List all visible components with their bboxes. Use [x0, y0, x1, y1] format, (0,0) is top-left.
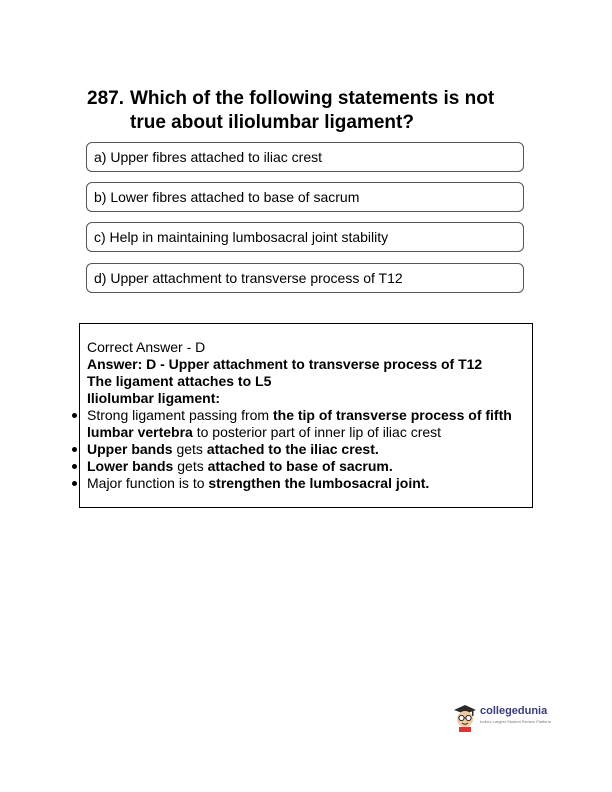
graduate-mascot-icon — [452, 702, 478, 732]
bullet-icon — [72, 481, 77, 486]
attachment-line: The ligament attaches to L5 — [87, 373, 272, 389]
bullet-icon — [72, 413, 77, 418]
bullet-item-3: Lower bands gets attached to base of sacrum. — [87, 458, 393, 474]
logo-name: collegedunia — [480, 705, 548, 717]
option-b[interactable]: b) Lower fibres attached to base of sacrum — [86, 182, 524, 212]
question-text-line2: true about iliolumbar ligament? — [130, 112, 414, 133]
bullet-item-2: Upper bands gets attached to the iliac crest. — [87, 441, 379, 457]
bullet-item-4: Major function is to strengthen the lumbosacral joint. — [87, 475, 430, 491]
option-c[interactable]: c) Help in maintaining lumbosacral joint stability — [86, 222, 524, 252]
bullet-icon — [72, 464, 77, 469]
question-number: 287. — [87, 88, 124, 109]
option-d[interactable]: d) Upper attachment to transverse process of T12 — [86, 263, 524, 293]
bullet-item-1-continued: lumbar vertebra to posterior part of inner lip of iliac crest — [87, 424, 442, 440]
question-text-line1: Which of the following statements is not — [130, 88, 495, 109]
answer-line: Answer: D - Upper attachment to transverse process of T12 — [87, 356, 483, 372]
bullet-item-1: Strong ligament passing from the tip of transverse process of fifth — [87, 407, 512, 423]
logo-tagline: India's Largest Student Review Platform — [480, 719, 552, 724]
explanation-heading: Iliolumbar ligament: — [87, 390, 221, 406]
collegedunia-logo[interactable] — [452, 702, 562, 732]
correct-answer-label: Correct Answer - D — [87, 339, 206, 355]
bullet-icon — [72, 447, 77, 452]
option-a[interactable]: a) Upper fibres attached to iliac crest — [86, 142, 524, 172]
